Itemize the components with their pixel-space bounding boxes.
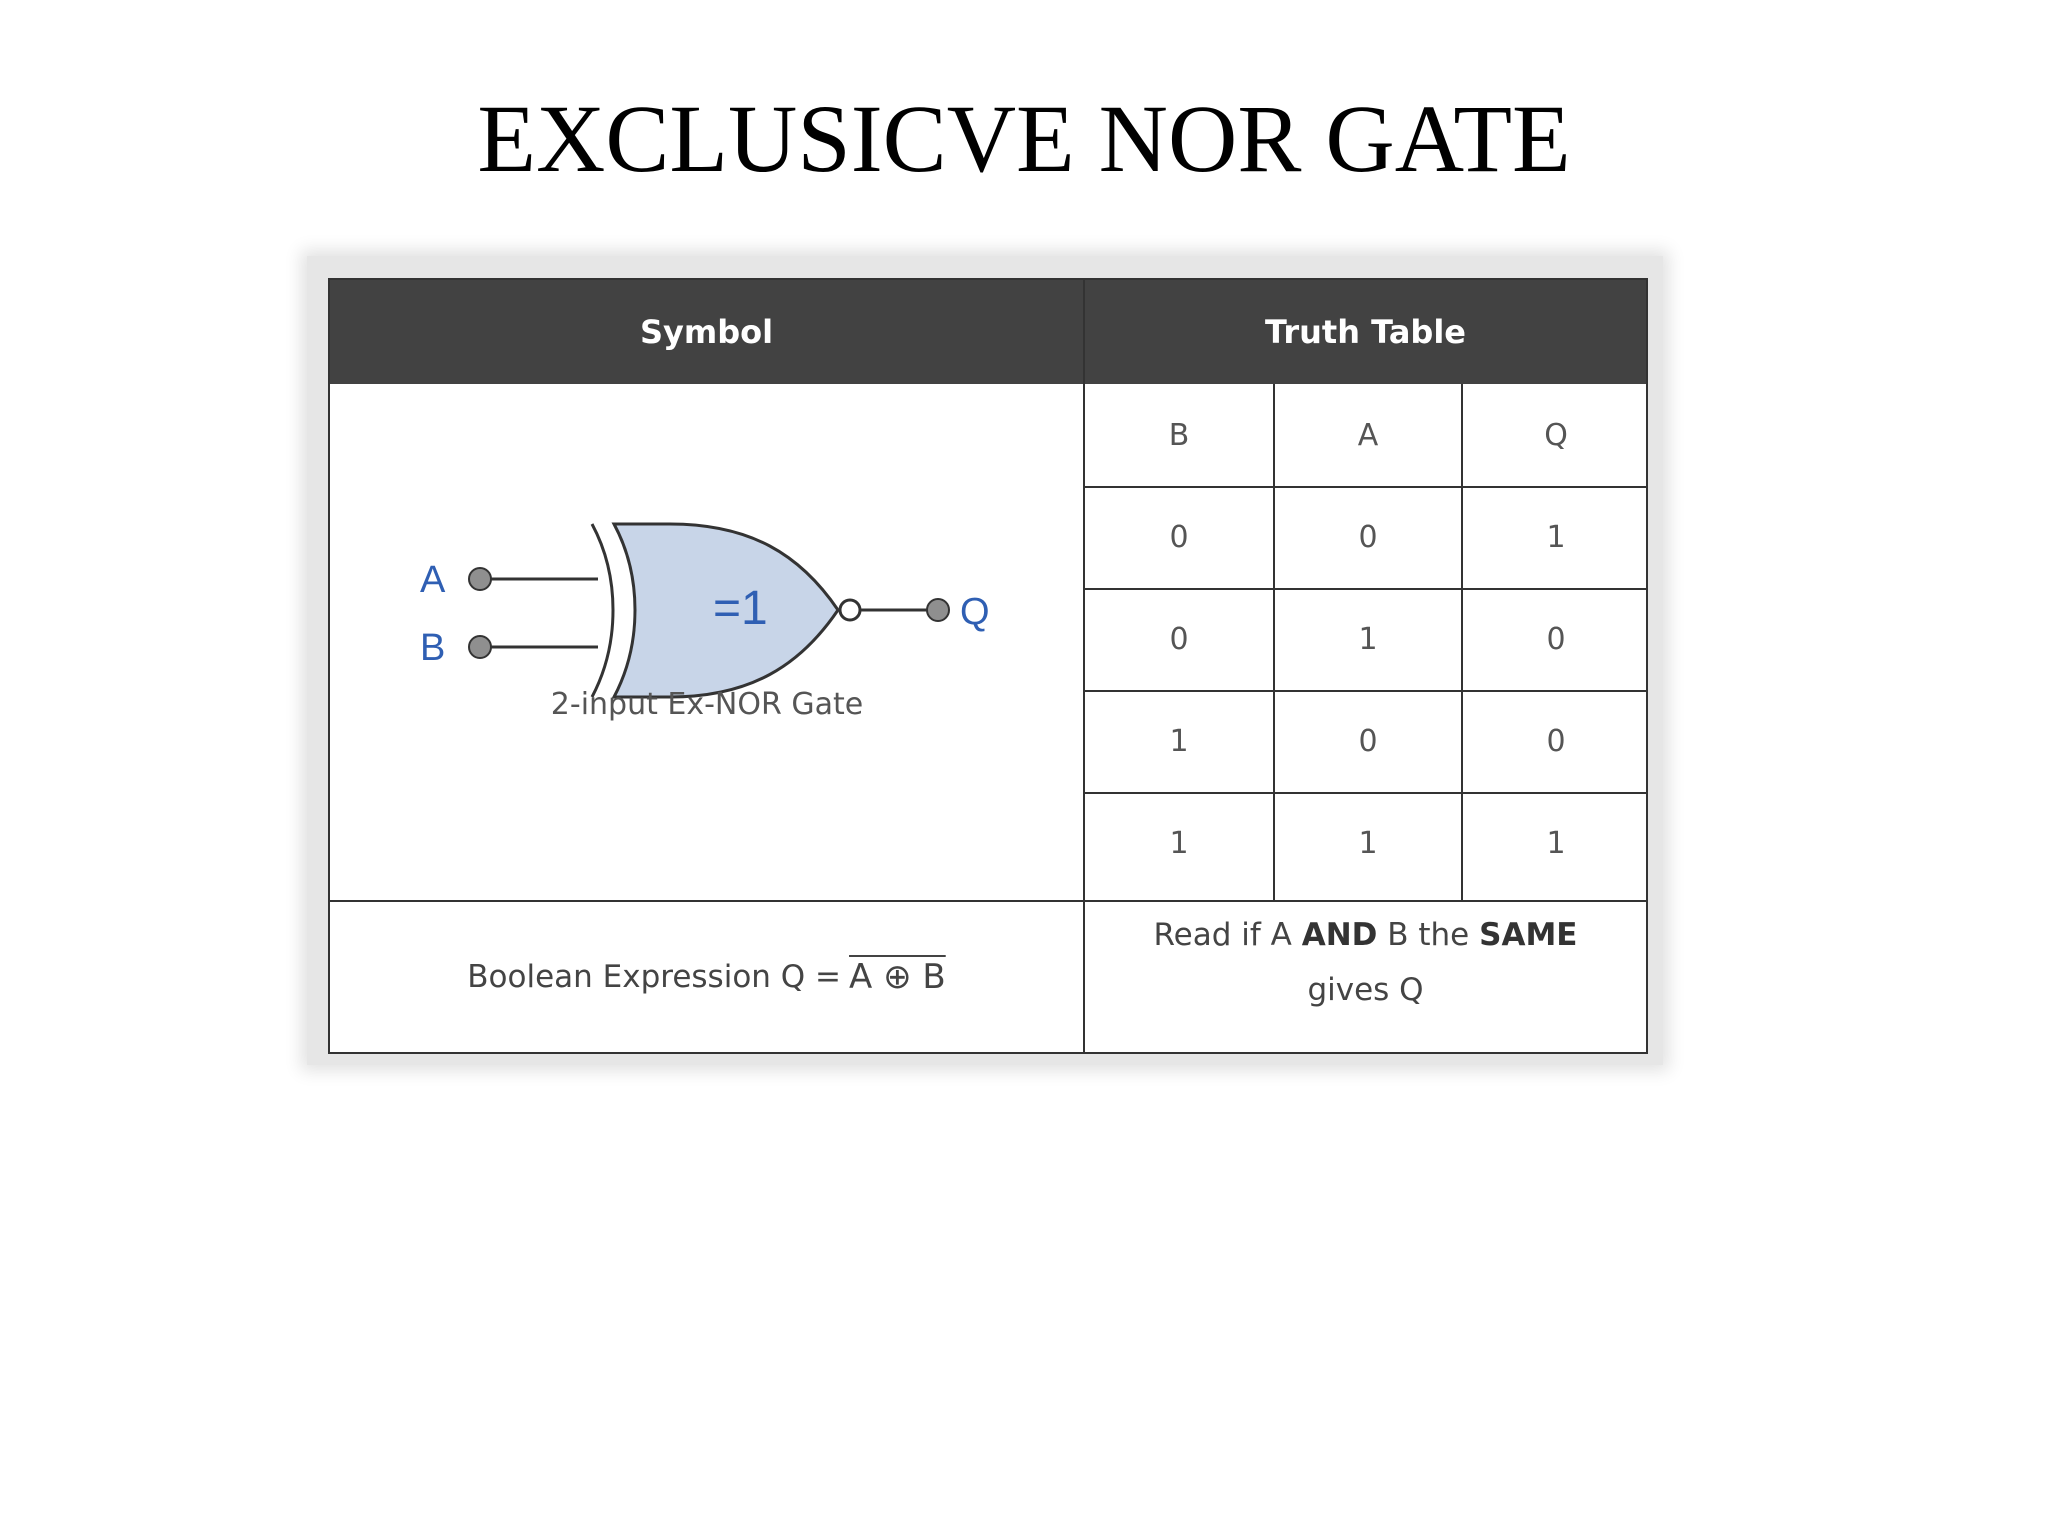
tt-cell: 1 bbox=[1358, 825, 1378, 861]
input-a-label: A bbox=[420, 559, 446, 601]
tt-cell: 1 bbox=[1169, 825, 1189, 861]
tt-cell: 0 bbox=[1358, 723, 1378, 759]
gate-table bbox=[328, 278, 1648, 1054]
read-note-text: Read if A bbox=[1153, 917, 1302, 953]
expression-prefix: Boolean Expression Q = bbox=[467, 959, 842, 995]
symbol-header: Symbol bbox=[330, 280, 1083, 384]
tt-cell: 1 bbox=[1546, 519, 1566, 555]
gate-label: =1 bbox=[713, 582, 768, 635]
tt-header-q: Q bbox=[1544, 417, 1568, 453]
input-b-label: B bbox=[420, 627, 446, 669]
tt-cell: 1 bbox=[1358, 621, 1378, 657]
gate-caption: 2-input Ex-NOR Gate bbox=[550, 687, 864, 722]
output-q-label: Q bbox=[960, 591, 990, 633]
slide-title: EXCLUSICVE NOR GATE bbox=[477, 85, 1571, 192]
read-note-and: AND bbox=[1301, 917, 1378, 953]
tt-header-a: A bbox=[1357, 417, 1379, 453]
read-note-same: SAME bbox=[1479, 917, 1578, 953]
tt-cell: 0 bbox=[1169, 519, 1189, 555]
tt-cell: 1 bbox=[1169, 723, 1189, 759]
tt-cell: 1 bbox=[1546, 825, 1566, 861]
tt-cell: 0 bbox=[1169, 621, 1189, 657]
read-note-text: B the bbox=[1377, 917, 1480, 953]
boolean-expression bbox=[330, 902, 1083, 1052]
xnor-gate-symbol bbox=[330, 384, 1083, 900]
tt-cell: 0 bbox=[1358, 519, 1378, 555]
truth-table-header: Truth Table bbox=[1085, 280, 1646, 384]
read-note-line2: gives Q bbox=[1307, 972, 1424, 1008]
expression-value: A ⊕ B bbox=[849, 957, 946, 997]
read-note bbox=[1085, 908, 1646, 1018]
tt-header-b: B bbox=[1168, 417, 1190, 453]
tt-cell: 0 bbox=[1546, 621, 1566, 657]
tt-cell: 0 bbox=[1546, 723, 1566, 759]
